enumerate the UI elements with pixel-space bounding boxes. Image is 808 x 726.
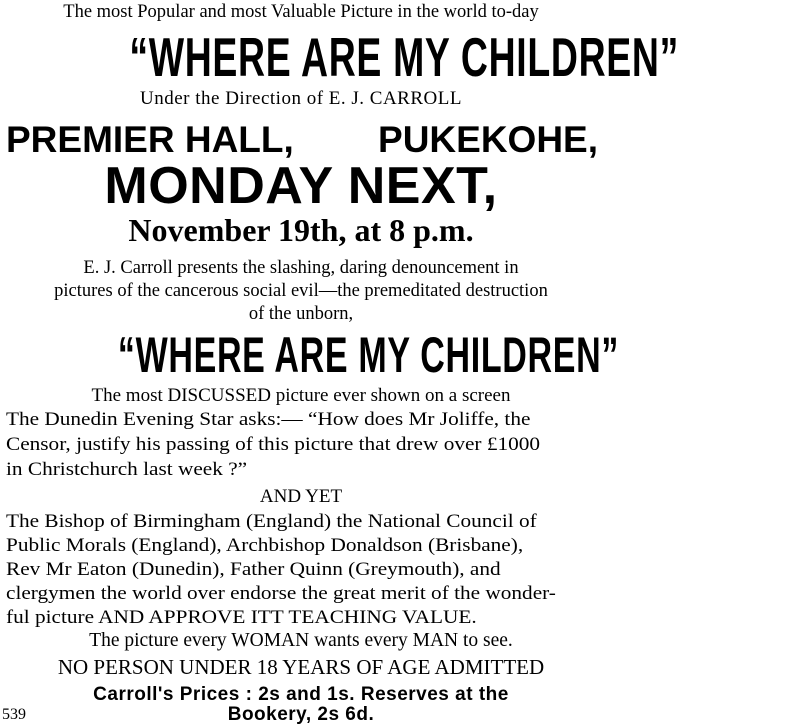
endorse-line-4: clergymen the world over endorse the great merit of the wonder-: [6, 583, 556, 604]
quote-line-1: The Dunedin Evening Star asks:— “How does Mr Joliffe, the: [6, 409, 531, 430]
endorse-line-2: Public Morals (England), Archbishop Donaldson (Brisbane),: [6, 535, 524, 556]
age-notice: NO PERSON UNDER 18 YEARS OF AGE ADMITTED: [57, 655, 545, 679]
direction-line: Under the Direction of E. J. CARROLL: [140, 88, 462, 109]
date-time: November 19th, at 8 p.m.: [128, 212, 474, 248]
intro-line-2: pictures of the cancerous social evil—the premeditated destruction: [54, 281, 548, 301]
quote-line-3: in Christchurch last week ?”: [6, 459, 248, 480]
title-top-text: “WHERE ARE MY CHILDREN”: [129, 26, 679, 88]
and-yet: AND YET: [259, 486, 343, 507]
intro-line-3: of the unborn,: [248, 304, 354, 324]
endorse-line-1: The Bishop of Birmingham (England) the National Council of: [6, 511, 537, 532]
prices-line-2: Bookery, 2s 6d.: [227, 704, 375, 725]
endorse-line-5: ful picture AND APPROVE ITT TEACHING VALUE.: [6, 607, 477, 628]
prices-line-1: Carroll's Prices : 2s and 1s. Reserves at the: [93, 684, 509, 705]
title-middle: [0, 327, 620, 383]
tagline: The most Popular and most Valuable Picture in the world to-day: [63, 2, 539, 22]
woman-man-line: The picture every WOMAN wants every MAN to see.: [89, 630, 513, 651]
quote-line-2: Censor, justify his passing of this picture that drew over £1000: [6, 434, 541, 455]
intro-line-1: E. J. Carroll presents the slashing, daring denouncement in: [83, 258, 519, 278]
day-heading: MONDAY NEXT,: [104, 157, 498, 215]
discussed-line: The most DISCUSSED picture ever shown on a screen: [91, 385, 511, 406]
reference-number: 539: [2, 706, 26, 723]
endorse-line-3: Rev Mr Eaton (Dunedin), Father Quinn (Greymouth), and: [6, 559, 501, 580]
venue-town: PUKEKOHE,: [378, 119, 598, 160]
venue-name: PREMIER HALL,: [6, 119, 294, 160]
title-top: [0, 26, 679, 88]
title-middle-text: “WHERE ARE MY CHILDREN”: [117, 327, 620, 383]
